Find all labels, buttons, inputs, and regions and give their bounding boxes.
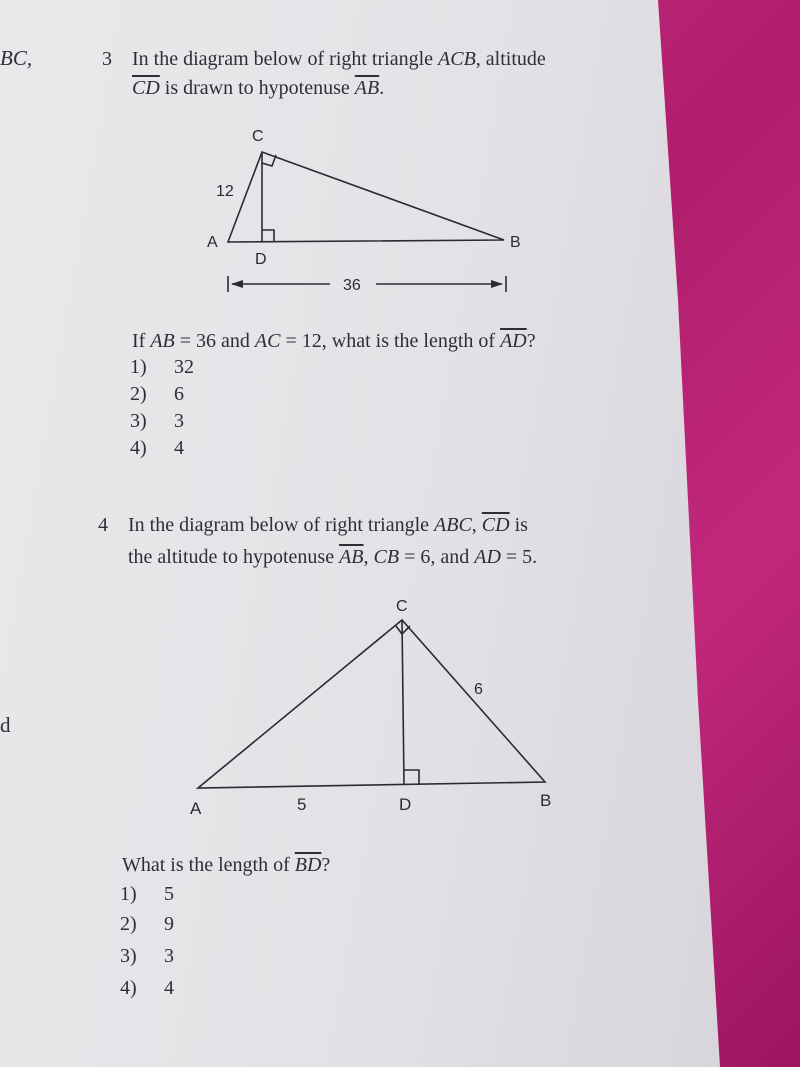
- stem-text: = 5.: [500, 546, 538, 568]
- question-3-choice-3: [130, 408, 184, 434]
- label-d: D: [399, 795, 412, 814]
- triangle-name: ACB: [438, 48, 476, 70]
- segment-cb: CB: [373, 546, 400, 568]
- segment-ad: AD: [474, 546, 501, 568]
- label-b: B: [510, 234, 521, 251]
- prompt-text: ?: [321, 854, 331, 876]
- stem-text: ,: [363, 546, 374, 568]
- right-angle-mark-d: [262, 230, 274, 241]
- question-4-choice-3: [120, 943, 174, 969]
- triangle-name: ABC: [434, 514, 472, 536]
- question-4-choice-1: [120, 881, 174, 907]
- question-4-prompt: [122, 852, 330, 878]
- label-length-ad: 5: [297, 795, 307, 814]
- stem-text: = 6, and: [399, 546, 475, 568]
- stem-text: .: [379, 77, 385, 99]
- altitude-cd: [402, 620, 404, 785]
- choice-value: 3: [174, 410, 184, 432]
- right-angle-mark-d: [404, 770, 419, 784]
- dimension-arrow-right: [491, 280, 503, 288]
- label-d: D: [255, 251, 267, 268]
- dimension-arrow-left: [231, 280, 243, 288]
- question-4-choice-2: [120, 911, 174, 937]
- question-4-stem-line-1: [128, 512, 528, 538]
- choice-number: 4): [130, 437, 147, 459]
- choice-value: 4: [174, 437, 184, 459]
- question-3-diagram: [0, 0, 800, 320]
- stem-text: In the diagram below of right triangle: [128, 514, 435, 536]
- label-a: A: [207, 234, 218, 251]
- label-b: B: [540, 791, 552, 810]
- stem-text: the altitude to hypotenuse: [128, 546, 340, 568]
- segment-ac: AC: [254, 330, 281, 352]
- choice-number: 3): [120, 945, 137, 967]
- choice-value: 4: [164, 977, 174, 999]
- right-angle-mark-c: [396, 626, 410, 634]
- prompt-text: What is the length of: [122, 854, 295, 876]
- stem-text: ,: [471, 514, 482, 536]
- segment-cd: $\overline{CD}$: [132, 77, 160, 99]
- question-4-number: 4: [98, 514, 108, 536]
- stem-text: is: [509, 514, 528, 536]
- choice-value: 6: [174, 383, 184, 405]
- choice-value: 5: [164, 883, 174, 905]
- prompt-text: If: [132, 330, 151, 352]
- question-3-choice-2: [130, 381, 184, 407]
- margin-fragment-left: d: [0, 713, 11, 737]
- prompt-text: ?: [526, 330, 536, 352]
- question-4-choice-4: [120, 975, 174, 1001]
- choice-number: 1): [130, 356, 147, 378]
- choice-number: 2): [130, 383, 147, 405]
- choice-value: 9: [164, 913, 174, 935]
- question-3-number: 3: [102, 48, 112, 70]
- stem-text: , altitude: [475, 48, 546, 70]
- question-3-choice-4: [130, 435, 184, 461]
- triangle-abc: [198, 620, 545, 788]
- segment-ad: $\overline{AD}$: [500, 330, 527, 352]
- margin-fragment-top: BC,: [0, 46, 33, 70]
- question-3-choice-1: [130, 354, 194, 380]
- choice-value: 32: [174, 356, 194, 378]
- prompt-text: = 36 and: [174, 330, 255, 352]
- stem-text: is drawn to hypotenuse: [159, 77, 355, 99]
- label-side-ac: 12: [216, 183, 234, 200]
- segment-ab: $\overline{AB}$: [354, 77, 380, 99]
- segment-cd: $\overline{CD}$: [481, 514, 510, 536]
- question-4-diagram: [0, 560, 800, 820]
- question-3-prompt: [132, 328, 536, 354]
- choice-value: 3: [164, 945, 174, 967]
- label-side-cb: 6: [474, 681, 483, 698]
- choice-number: 4): [120, 977, 137, 999]
- choice-number: 2): [120, 913, 137, 935]
- segment-ab: $\overline{AB}$: [339, 546, 364, 568]
- segment-ab: AB: [150, 330, 175, 352]
- choice-number: 1): [120, 883, 137, 905]
- prompt-text: = 12, what is the length of: [280, 330, 501, 352]
- stem-text: In the diagram below of right triangle: [132, 48, 439, 70]
- label-a: A: [190, 799, 202, 818]
- segment-bd: $\overline{BD}$: [294, 854, 322, 876]
- label-length-ab: 36: [343, 277, 361, 294]
- label-c: C: [396, 598, 408, 615]
- choice-number: 3): [130, 410, 147, 432]
- label-c: C: [252, 128, 264, 145]
